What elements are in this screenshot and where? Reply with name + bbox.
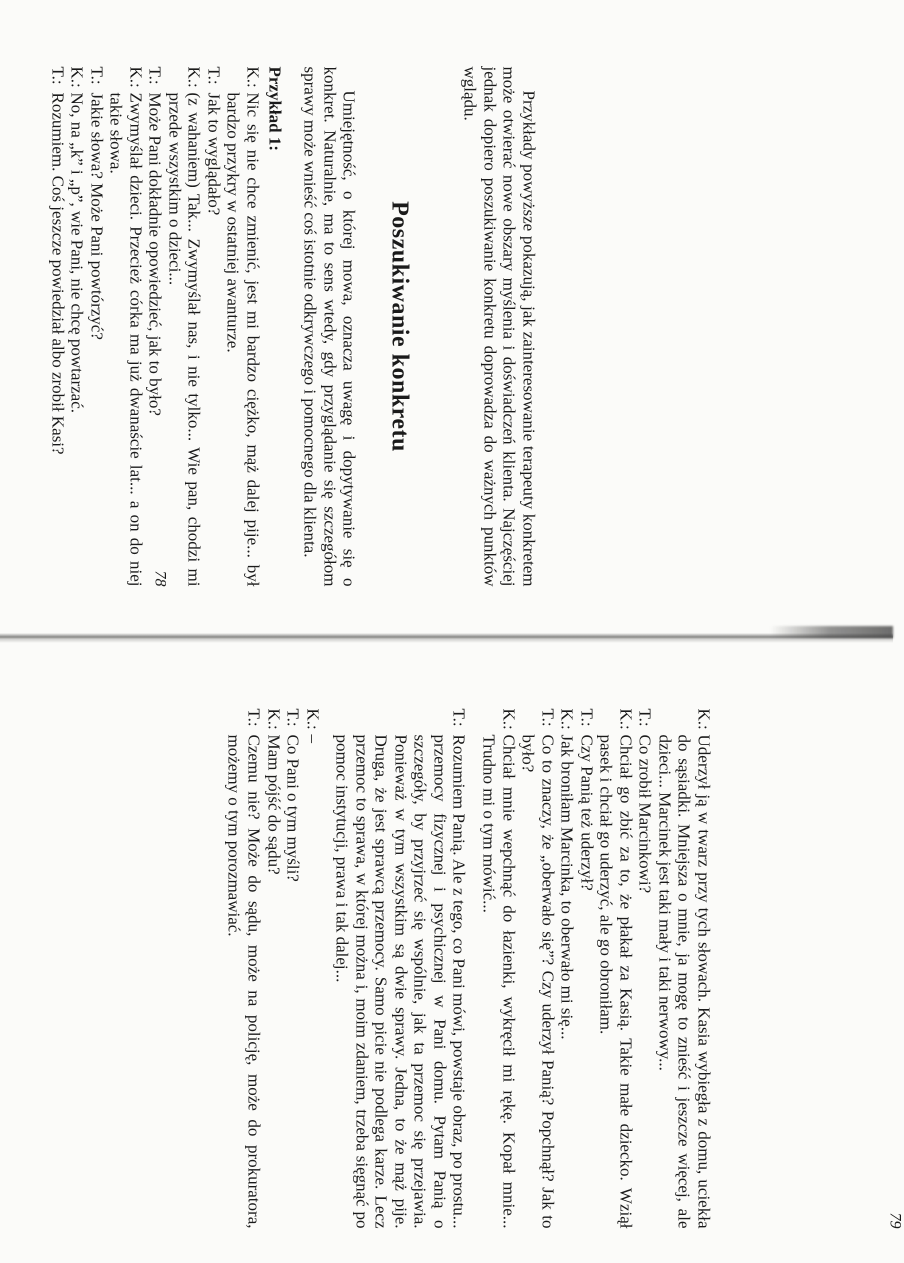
- utterance: Jak to wyglądało?: [204, 92, 224, 216]
- dialogue-line: [67, 67, 87, 587]
- utterance: (z wahaniem) Tak... Zwymyślał nas, i nie tylko... Wie pan, chodzi mi przede wszystkim o dzieci...: [165, 92, 204, 587]
- utterance: Chciał go zbić za to, że płakał za Kasią. Takie małe dziecko. Wziął pasek i chciał go uderzyć, ale go obroniłam.: [596, 734, 636, 1229]
- page-fold-shadow: [0, 633, 893, 643]
- dialogue-line: [283, 709, 303, 1229]
- dialogue: [224, 709, 713, 1229]
- utterance: Jak broniłam Marcinka, to oberwało mi się...: [557, 734, 577, 1040]
- utterance: Co to znaczy, że „oberwało się”? Czy uderzył Panią? Popchnął? Jak to było?: [518, 734, 558, 1229]
- utterance: Rozumiem Panią. Ale z tego, co Pani mówi, powstaje obraz, po prostu... przemocy fizycznej i psychicznej w Pani domu. Pytam Panią o szczegóły, by przyjrzeć się wspólnie, jak ta przemoc się przejawia. Ponieważ w tym wszystkim są dwie sprawy. Jedna, to że mąż pije. Druga, że jest sprawcą przemocy. Samo picie nie podlega karze. Lecz przemoc to sprawa, w której można i, moim zdaniem, trzeba sięgnąć po pomoc instytucji, prawa i tak dalej...: [332, 734, 469, 1229]
- utterance: Co zrobił Marcinkowi?: [635, 734, 655, 894]
- speaker-label: K.:: [616, 708, 636, 730]
- dialogue-line: [165, 67, 204, 587]
- dialogue-line: [145, 67, 165, 587]
- utterance: No, na „k” i „p”, wie Pani, nie chcę powtarzać.: [67, 92, 87, 413]
- speaker-label: T.:: [577, 708, 597, 727]
- speaker-label: K.:: [557, 708, 577, 730]
- utterance: –: [303, 734, 323, 743]
- page-number: 78: [151, 570, 169, 587]
- page-edge-shadow: [770, 626, 893, 638]
- utterance: Rozumiem. Coś jeszcze powiedział albo zrobił Kasi?: [48, 92, 68, 455]
- speaker-label: K.:: [184, 66, 204, 88]
- dialogue-line: [224, 709, 263, 1229]
- utterance: Może Pani dokładnie opowiedzieć, jak to było?: [145, 92, 165, 416]
- utterance: Mam pójść do sądu?: [264, 734, 284, 875]
- dialogue-line: [655, 709, 714, 1229]
- book-page-79: [224, 708, 904, 1229]
- dialogue-line: [479, 709, 518, 1229]
- speaker-label: K.:: [126, 66, 146, 88]
- speaker-label: T.:: [145, 66, 165, 85]
- dialogue-line: [204, 67, 224, 587]
- speaker-label: K.:: [303, 708, 323, 730]
- speaker-label: T.:: [635, 708, 655, 727]
- dialogue-line: [518, 709, 557, 1229]
- speaker-label: K.:: [264, 708, 284, 730]
- speaker-label: T.:: [449, 708, 469, 727]
- speaker-label: T.:: [538, 708, 558, 727]
- speaker-label: T.:: [204, 66, 224, 85]
- dialogue-line: [332, 709, 469, 1229]
- section-heading: Poszukiwanie konkretu: [386, 201, 413, 452]
- speaker-label: K.:: [243, 66, 263, 88]
- speaker-label: T.:: [244, 708, 264, 727]
- example-title: Przykład 1:: [265, 66, 285, 152]
- utterance: Chciał mnie wepchnąć do łazienki, wykręcił mi rękę. Kopał mnie... Trudno mi o tym mówić...: [479, 734, 519, 1229]
- dialogue: [48, 67, 263, 587]
- utterance: Co Pani o tym myśli?: [283, 734, 303, 882]
- utterance: Czemu nie? Może do sądu, może na policję, może do prokuratora, możemy o tym porozmawiać.: [224, 734, 264, 1229]
- dialogue-line: [87, 67, 107, 587]
- book-page-78: [48, 66, 539, 587]
- dialogue-line: [577, 709, 597, 1229]
- utterance: Jakie słowa? Może Pani powtórzyć?: [87, 92, 107, 340]
- utterance: Nic się nie chce zmienić, jest mi bardzo ciężko, mąż dalej pije... był bardzo przykry w ostatniej awanturze.: [223, 92, 263, 587]
- utterance: Uderzył ją w twarz przy tych słowach. Kasia wybiegła z domu, uciekła do sąsiadki. Mniejsza o mnie, ja mogę to znieść i jeszcze więcej, ale dzieci... Marcinek jest taki mały i taki nerwowy...: [655, 734, 714, 1229]
- page-number: 79: [886, 1212, 904, 1229]
- speaker-label: T.:: [87, 66, 107, 85]
- dialogue-line: [48, 67, 68, 587]
- utterance: Czy Panią też uderzył?: [577, 734, 597, 891]
- speaker-label: K.:: [694, 708, 714, 730]
- speaker-label: K.:: [499, 708, 519, 730]
- speaker-label: T.:: [48, 66, 68, 85]
- dialogue-line: [303, 709, 323, 1229]
- dialogue-line: [263, 709, 283, 1229]
- dialogue-line: [106, 67, 145, 587]
- body-paragraph: Umiejętność, o której mowa, oznacza uwagę i dopytywanie się o konkret. Naturalnie, ma to sens wtedy, gdy przyglądanie się szczegółom sprawy może wnieść coś istotnie odkrywczego i pomocnego dla klienta.: [300, 66, 359, 587]
- intro-paragraph: Przykłady powyższe pokazują, jak zainteresowanie terapeuty konkretem może otwierać nowe obszary myślenia i doświadczeń klienta. Najczęściej jednak dopiero poszukiwanie konkretu doprowadza do ważnych punktów wglądu.: [460, 66, 539, 587]
- dialogue-line: [223, 67, 262, 587]
- dialogue-line: [557, 709, 577, 1229]
- dialogue-line: [596, 709, 635, 1229]
- speaker-label: K.:: [67, 66, 87, 88]
- speaker-label: T.:: [283, 708, 303, 727]
- dialogue-line: [635, 709, 655, 1229]
- utterance: Zwymyślał dzieci. Przecież córka ma już dwanaście lat... a on do niej takie słowa.: [106, 92, 146, 587]
